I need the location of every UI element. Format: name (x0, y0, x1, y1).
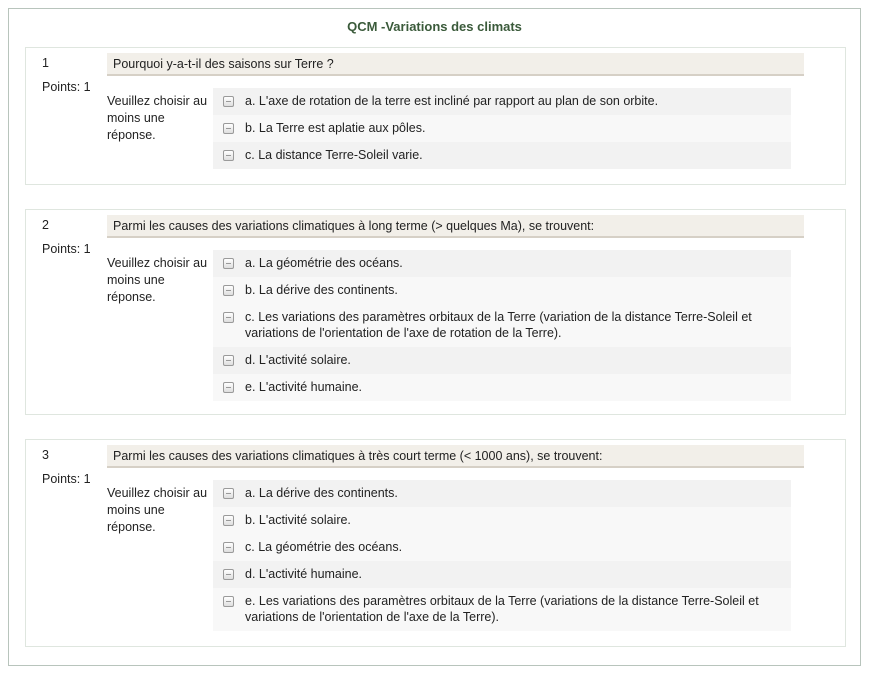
answer-prompt: Veuillez choisir au moins une réponse. (107, 94, 208, 142)
checkbox[interactable] (223, 150, 234, 161)
answer-label: e. Les variations des paramètres orbitaux de la Terre (variations de la distance Terre-Soleil et variations de l'orientation de l'axe de la Terre). (245, 594, 759, 624)
answer-label: e. L'activité humaine. (245, 380, 363, 394)
answer-option[interactable] (213, 250, 791, 277)
answer-option[interactable] (213, 142, 791, 169)
answer-option[interactable] (213, 480, 791, 507)
quiz-container (8, 8, 861, 666)
question-number: 3 (42, 448, 49, 462)
question-text: Parmi les causes des variations climatiques à très court terme (< 1000 ans), se trouvent: (107, 445, 804, 468)
answer-label: c. Les variations des paramètres orbitaux de la Terre (variation de la distance Terre-Soleil et variations de l'orientation de l'axe de rotation de la Terre). (245, 310, 752, 340)
question-points: Points: 1 (42, 80, 91, 94)
answer-option[interactable] (213, 115, 791, 142)
checkbox[interactable] (223, 515, 234, 526)
question-points: Points: 1 (42, 472, 91, 486)
checkbox[interactable] (223, 355, 234, 366)
checkbox[interactable] (223, 542, 234, 553)
answer-option[interactable] (213, 561, 791, 588)
answer-label: a. La géométrie des océans. (245, 256, 403, 270)
answer-option[interactable] (213, 374, 791, 401)
answer-label: b. L'activité solaire. (245, 513, 351, 527)
answer-option[interactable] (213, 277, 791, 304)
answer-option[interactable] (213, 588, 791, 631)
checkbox[interactable] (223, 312, 234, 323)
checkbox[interactable] (223, 258, 234, 269)
answer-prompt: Veuillez choisir au moins une réponse. (107, 486, 208, 534)
checkbox[interactable] (223, 123, 234, 134)
answer-label: a. La dérive des continents. (245, 486, 398, 500)
answer-label: a. L'axe de rotation de la terre est incliné par rapport au plan de son orbite. (245, 94, 659, 108)
answer-label: c. La distance Terre-Soleil varie. (245, 148, 423, 162)
answer-label: d. L'activité solaire. (245, 353, 351, 367)
question-text: Parmi les causes des variations climatiques à long terme (> quelques Ma), se trouvent: (107, 215, 804, 238)
answer-list (213, 250, 791, 401)
checkbox[interactable] (223, 96, 234, 107)
answer-option[interactable] (213, 304, 791, 347)
answer-label: b. La Terre est aplatie aux pôles. (245, 121, 426, 135)
checkbox[interactable] (223, 382, 234, 393)
answer-prompt: Veuillez choisir au moins une réponse. (107, 256, 208, 304)
question-2 (25, 209, 846, 415)
question-number: 1 (42, 56, 49, 70)
question-1 (25, 47, 846, 185)
question-3 (25, 439, 846, 647)
answer-option[interactable] (213, 88, 791, 115)
checkbox[interactable] (223, 488, 234, 499)
answer-option[interactable] (213, 534, 791, 561)
question-text: Pourquoi y-a-t-il des saisons sur Terre ? (107, 53, 804, 76)
checkbox[interactable] (223, 285, 234, 296)
answer-list (213, 88, 791, 169)
checkbox[interactable] (223, 596, 234, 607)
answer-option[interactable] (213, 347, 791, 374)
answer-label: c. La géométrie des océans. (245, 540, 403, 554)
checkbox[interactable] (223, 569, 234, 580)
question-points: Points: 1 (42, 242, 91, 256)
quiz-title: QCM -Variations des climats (347, 19, 522, 34)
answer-list (213, 480, 791, 631)
answer-option[interactable] (213, 507, 791, 534)
answer-label: d. L'activité humaine. (245, 567, 363, 581)
answer-label: b. La dérive des continents. (245, 283, 398, 297)
question-number: 2 (42, 218, 49, 232)
